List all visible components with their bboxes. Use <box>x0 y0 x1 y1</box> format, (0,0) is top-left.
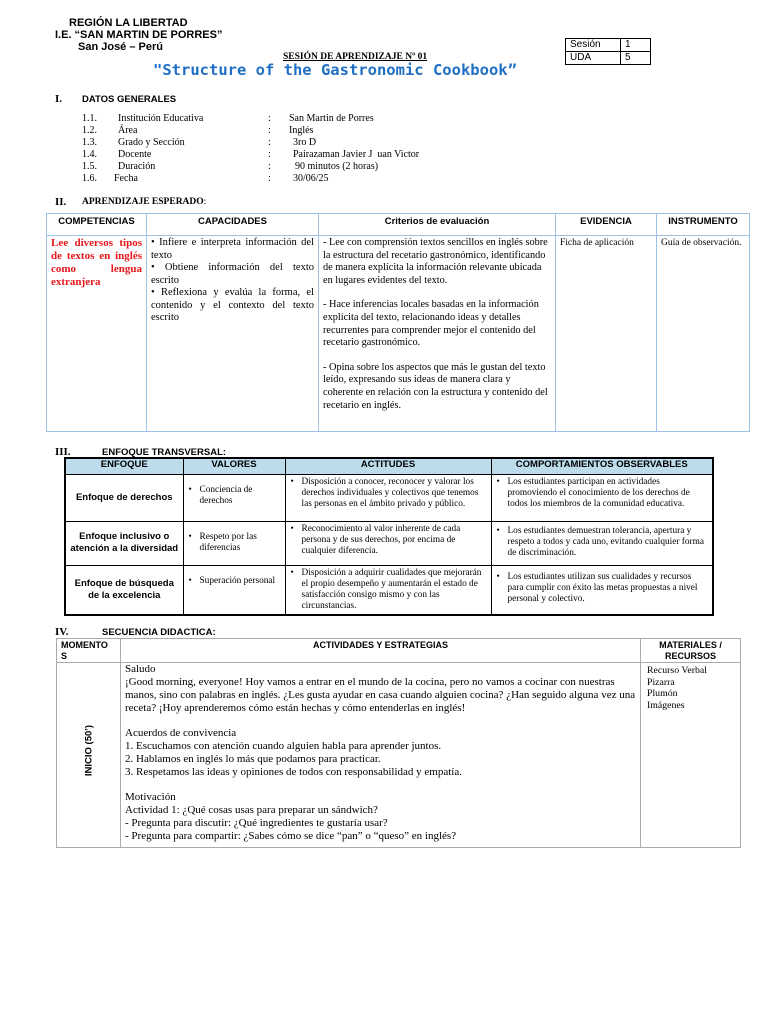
actitud-item: • Disposición a conocer, reconocer y valorar los derechos individuales y colectivos que tenemos las personas en el ámbito privado y público. <box>290 477 487 511</box>
datos-row-colon: : <box>268 137 271 148</box>
section2-number: II. <box>55 196 67 208</box>
datos-row-value: 90 minutos (2 horas) <box>295 161 379 172</box>
capacidad-item: • Obtiene información del texto escrito <box>151 262 314 286</box>
competencia-cell: Lee diversos tipos de textos en inglés como lengua extranjera <box>47 236 147 432</box>
datos-row-value: Pairazaman Javier J uan Victor <box>293 149 420 160</box>
comportamiento-cell <box>491 565 713 615</box>
col-materiales-line1: MATERIALES / <box>659 640 722 650</box>
datos-row-number: 1.5. <box>82 161 97 172</box>
valor-cell <box>183 474 285 521</box>
datos-row-colon: : <box>268 173 271 184</box>
section3-title: ENFOQUE TRANSVERSAL: <box>102 447 227 458</box>
evidencia-cell: Ficha de aplicación <box>556 236 657 432</box>
motivacion-item: - Pregunta para compartir: ¿Sabes cómo se dice “pan” o “queso” en inglés? <box>125 830 457 842</box>
session-row <box>566 39 651 52</box>
col-momentos <box>57 639 121 663</box>
datos-row-number: 1.1. <box>82 113 97 124</box>
datos-row-label: Grado y Sección <box>118 137 185 148</box>
capacidades-cell <box>147 236 319 432</box>
material-item: Recurso Verbal <box>647 665 707 676</box>
aprendizaje-header-row <box>47 214 750 236</box>
actitud-cell <box>285 521 491 565</box>
col-evidencia: EVIDENCIA <box>556 214 657 236</box>
datos-row-number: 1.4. <box>82 149 97 160</box>
secuencia-header-row <box>57 639 741 663</box>
datos-row-label: Duración <box>118 161 156 172</box>
datos-row-number: 1.6. <box>82 173 97 184</box>
aprendizaje-table <box>46 213 750 432</box>
section1-title: DATOS GENERALES <box>82 94 177 105</box>
page-title: "Structure of the Gastronomic Cookbook” <box>153 61 517 79</box>
datos-row-colon: : <box>268 113 271 124</box>
section2-title-wrap: APRENDIZAJE ESPERADO: <box>82 197 207 207</box>
acuerdo-item: 1. Escuchamos con atención cuando alguien habla para aprender juntos. <box>125 740 442 752</box>
enfoque-table <box>64 457 714 616</box>
section3-number: III. <box>55 446 71 458</box>
material-item: Plumón <box>647 688 678 699</box>
session-label: Sesión <box>566 39 621 52</box>
comportamiento-item: • Los estudiantes participan en actividades promoviendo el conocimiento de los derechos de todos los miembros de la comunidad educativa. <box>496 477 709 511</box>
actitud-cell <box>285 474 491 521</box>
enfoque-cell: Enfoque de derechos <box>65 474 183 521</box>
criterio-item: - Lee con comprensión textos sencillos en inglés sobre la estructura del recetario gastronómico, identificando de manera explícita la información relevante ubicada en lugares evidentes del texto. <box>323 237 548 286</box>
section4-number: IV. <box>55 626 69 638</box>
datos-row-label: Institución Educativa <box>118 113 204 124</box>
school-location: San José – Perú <box>78 41 163 53</box>
acuerdos-title: Acuerdos de convivencia <box>125 727 237 739</box>
datos-row-label: Área <box>118 125 138 136</box>
inicio-activities <box>57 663 640 843</box>
enfoque-cell: Enfoque inclusivo o atención a la diversidad <box>65 521 183 565</box>
col-comportamientos: COMPORTAMIENTOS OBSERVABLES <box>491 458 713 474</box>
enfoque-row <box>65 521 713 565</box>
momento-cell <box>57 663 121 847</box>
criterio-item: - Hace inferencias locales basadas en la información explícita del texto, relacionando ideas y detalles recurrentes para comprender mejor el contenido del recetario gastronómico. <box>323 299 539 349</box>
criterios-cell <box>319 236 556 432</box>
region-label: REGIÓN LA LIBERTAD <box>69 17 188 29</box>
uda-value: 5 <box>621 52 651 65</box>
valor-cell <box>183 565 285 615</box>
col-actitudes: ACTITUDES <box>285 458 491 474</box>
capacidad-item: • Reflexiona y evalúa la forma, el contenido y el contexto del texto escrito <box>151 287 314 323</box>
section2-title: APRENDIZAJE ESPERADO <box>82 197 204 207</box>
instrumento-cell: Guía de observación. <box>657 236 750 432</box>
materiales-cell <box>641 663 741 848</box>
col-competencias: COMPETENCIAS <box>47 214 147 236</box>
datos-row-colon: : <box>268 149 271 160</box>
motivacion-title: Motivación <box>125 791 176 803</box>
actitud-item: • Reconocimiento al valor inherente de cada persona y de sus derechos, por encima de cualquier diferencia. <box>290 524 487 558</box>
valor-item: • Respeto por las diferencias <box>188 532 281 554</box>
comportamiento-item: • Los estudiantes demuestran tolerancia, apertura y respeto a todos y cada uno, evitando cualquier forma de discriminación. <box>496 526 709 560</box>
datos-row-colon: : <box>268 161 271 172</box>
datos-row-value: 3ro D <box>293 137 317 148</box>
uda-label: UDA <box>566 52 621 65</box>
datos-row-number: 1.3. <box>82 137 97 148</box>
datos-row-value: Inglés <box>289 125 314 136</box>
valor-item: • Superación personal <box>188 576 281 587</box>
valor-cell <box>183 521 285 565</box>
session-value: 1 <box>621 39 651 52</box>
material-item: Pizarra <box>647 676 675 688</box>
material-item: Imágenes <box>647 699 685 711</box>
comportamiento-item: • Los estudiantes utilizan sus cualidades y recursos para cumplir con éxito las metas propuestas a nivel personal y colectivo. <box>496 572 709 606</box>
datos-row-label: Docente <box>118 149 152 160</box>
comportamiento-cell <box>491 521 713 565</box>
enfoque-row <box>65 474 713 521</box>
inicio-row <box>57 663 741 848</box>
enfoque-row <box>65 565 713 615</box>
session-label-heading: SESIÓN DE APRENDIZAJE Nº 01 <box>283 52 428 62</box>
inicio-activities-cell <box>57 663 641 848</box>
motivacion-item: - Pregunta para discutir: ¿Qué ingredientes te gustaría usar? <box>125 817 388 829</box>
secuencia-table <box>56 638 741 848</box>
col-momentos-line2: S <box>61 651 68 661</box>
actitud-item: • Disposición a adquirir cualidades que mejorarán el propio desempeño y aumentarán el estado de satisfacción consigo mismo y con las circunstancias. <box>290 568 487 613</box>
school-name: I.E. “SAN MARTIN DE PORRES” <box>55 29 223 41</box>
section1-number: I. <box>55 93 63 105</box>
uda-row <box>566 52 651 65</box>
col-enfoque: ENFOQUE <box>65 458 183 474</box>
actitud-cell <box>285 565 491 615</box>
col-criterios: Criterios de evaluación <box>319 214 556 236</box>
enfoque-header-row <box>65 458 713 474</box>
datos-row-colon: : <box>268 125 271 136</box>
saludo-title: Saludo <box>125 663 156 675</box>
enfoque-cell: Enfoque de búsqueda de la excelencia <box>65 565 183 615</box>
comportamiento-cell <box>491 474 713 521</box>
section4-title: SECUENCIA DIDACTICA: <box>102 627 216 638</box>
col-instrumento: INSTRUMENTO <box>657 214 750 236</box>
col-momentos-line1: MOMENTO <box>61 640 108 650</box>
saludo-text: ¡Good morning, everyone! Hoy vamos a entrar en el mundo de la cocina, pero no vamos a cocinar con nuestras manos, sino con palabras en inglés. ¿Les gusta ayudar en casa cuando alguien cocina? ¿Han seguido alguna vez una receta? ¡Hoy aprenderemos cómo están hechas y cómo entenderlas en inglés! <box>125 676 636 714</box>
col-materiales <box>641 639 741 663</box>
valor-item: • Conciencia de derechos <box>188 485 281 507</box>
datos-row-label: Fecha <box>114 173 138 184</box>
datos-row-number: 1.2. <box>82 125 97 136</box>
col-actividades: ACTIVIDADES Y ESTRATEGIAS <box>121 639 641 663</box>
acuerdo-item: 2. Hablamos en inglés lo más que podamos para practicar. <box>125 753 381 765</box>
criterio-item: - Opina sobre los aspectos que más le gustan del texto leído, expresando sus ideas de manera clara y coherente en relación con la estructura y contenido del recetario en inglés. <box>323 361 548 411</box>
datos-row-value: San Martin de Porres <box>289 113 374 124</box>
acuerdo-item: 3. Respetamos las ideas y opiniones de todos con responsabilidad y empatía. <box>125 766 462 778</box>
session-info-box <box>565 38 651 65</box>
momento-label: INICIO (50’) <box>83 724 95 777</box>
aprendizaje-body-row <box>47 236 750 432</box>
col-valores: VALORES <box>183 458 285 474</box>
col-capacidades: CAPACIDADES <box>147 214 319 236</box>
motivacion-item: Actividad 1: ¿Qué cosas usas para preparar un sándwich? <box>125 804 378 816</box>
datos-row-value: 30/06/25 <box>293 173 329 184</box>
capacidad-item: • Infiere e interpreta información del texto <box>151 237 314 261</box>
col-materiales-line2: RECURSOS <box>664 651 716 661</box>
